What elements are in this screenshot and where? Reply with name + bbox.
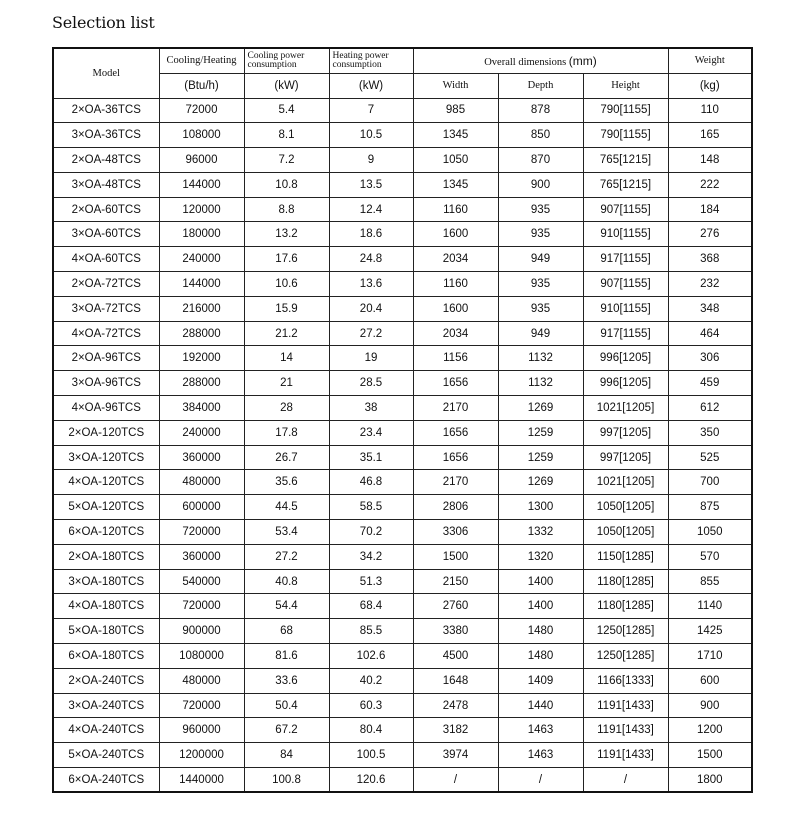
weight-cell: 232	[668, 272, 752, 297]
model-cell: 6×OA-120TCS	[53, 520, 159, 545]
heating-power-cell: 9	[329, 148, 413, 173]
table-row	[53, 718, 752, 743]
depth-cell: 1480	[498, 619, 583, 644]
weight-cell: 222	[668, 172, 752, 197]
capacity-cell: 240000	[159, 247, 244, 272]
width-cell: /	[413, 768, 498, 793]
capacity-cell: 96000	[159, 148, 244, 173]
height-cell: 996[1205]	[583, 371, 668, 396]
capacity-cell: 288000	[159, 321, 244, 346]
capacity-cell: 1200000	[159, 743, 244, 768]
model-cell: 2×OA-180TCS	[53, 544, 159, 569]
weight-cell: 700	[668, 470, 752, 495]
height-cell: 765[1215]	[583, 172, 668, 197]
capacity-cell: 600000	[159, 495, 244, 520]
header-model: Model	[53, 48, 159, 98]
header-capacity-unit: (Btu/h)	[159, 73, 244, 98]
width-cell: 1648	[413, 668, 498, 693]
capacity-cell: 108000	[159, 123, 244, 148]
model-cell: 5×OA-120TCS	[53, 495, 159, 520]
height-cell: 907[1155]	[583, 197, 668, 222]
width-cell: 1156	[413, 346, 498, 371]
header-cooling-power: Cooling power consumption	[244, 48, 329, 73]
width-cell: 2150	[413, 569, 498, 594]
height-cell: 1150[1285]	[583, 544, 668, 569]
width-cell: 2806	[413, 495, 498, 520]
model-cell: 2×OA-72TCS	[53, 272, 159, 297]
height-cell: 996[1205]	[583, 346, 668, 371]
weight-cell: 368	[668, 247, 752, 272]
cooling-power-cell: 28	[244, 396, 329, 421]
model-cell: 6×OA-180TCS	[53, 644, 159, 669]
heating-power-cell: 24.8	[329, 247, 413, 272]
capacity-cell: 480000	[159, 470, 244, 495]
heating-power-cell: 19	[329, 346, 413, 371]
height-cell: 790[1155]	[583, 123, 668, 148]
weight-cell: 570	[668, 544, 752, 569]
height-cell: 1050[1205]	[583, 495, 668, 520]
width-cell: 3380	[413, 619, 498, 644]
depth-cell: 878	[498, 98, 583, 123]
table-row	[53, 693, 752, 718]
cooling-power-cell: 53.4	[244, 520, 329, 545]
weight-cell: 306	[668, 346, 752, 371]
weight-cell: 348	[668, 296, 752, 321]
header-heating-power-unit: (kW)	[329, 73, 413, 98]
table-row	[53, 148, 752, 173]
depth-cell: 850	[498, 123, 583, 148]
height-cell: 1021[1205]	[583, 396, 668, 421]
model-cell: 3×OA-240TCS	[53, 693, 159, 718]
header-dimensions-label: Overall dimensions	[484, 56, 567, 68]
width-cell: 985	[413, 98, 498, 123]
table-row	[53, 371, 752, 396]
depth-cell: 1463	[498, 743, 583, 768]
capacity-cell: 144000	[159, 272, 244, 297]
width-cell: 4500	[413, 644, 498, 669]
width-cell: 1600	[413, 222, 498, 247]
width-cell: 1050	[413, 148, 498, 173]
table-row	[53, 98, 752, 123]
depth-cell: 1409	[498, 668, 583, 693]
depth-cell: 1132	[498, 371, 583, 396]
depth-cell: 1400	[498, 569, 583, 594]
cooling-power-cell: 13.2	[244, 222, 329, 247]
width-cell: 1656	[413, 420, 498, 445]
cooling-power-cell: 50.4	[244, 693, 329, 718]
table-row	[53, 569, 752, 594]
model-cell: 4×OA-60TCS	[53, 247, 159, 272]
table-row	[53, 768, 752, 793]
height-cell: 910[1155]	[583, 222, 668, 247]
model-cell: 2×OA-240TCS	[53, 668, 159, 693]
capacity-cell: 1080000	[159, 644, 244, 669]
weight-cell: 600	[668, 668, 752, 693]
weight-cell: 110	[668, 98, 752, 123]
capacity-cell: 180000	[159, 222, 244, 247]
cooling-power-cell: 35.6	[244, 470, 329, 495]
cooling-power-cell: 81.6	[244, 644, 329, 669]
width-cell: 2034	[413, 247, 498, 272]
capacity-cell: 240000	[159, 420, 244, 445]
height-cell: 910[1155]	[583, 296, 668, 321]
cooling-power-cell: 10.6	[244, 272, 329, 297]
weight-cell: 1500	[668, 743, 752, 768]
width-cell: 2034	[413, 321, 498, 346]
depth-cell: 1480	[498, 644, 583, 669]
height-cell: 1191[1433]	[583, 693, 668, 718]
table-row	[53, 197, 752, 222]
depth-cell: 1269	[498, 396, 583, 421]
table-row	[53, 495, 752, 520]
table-row	[53, 470, 752, 495]
table-row	[53, 346, 752, 371]
height-cell: 917[1155]	[583, 247, 668, 272]
width-cell: 3306	[413, 520, 498, 545]
width-cell: 1345	[413, 172, 498, 197]
depth-cell: 1259	[498, 445, 583, 470]
capacity-cell: 384000	[159, 396, 244, 421]
weight-cell: 459	[668, 371, 752, 396]
table-row	[53, 296, 752, 321]
height-cell: 997[1205]	[583, 445, 668, 470]
weight-cell: 855	[668, 569, 752, 594]
model-cell: 4×OA-120TCS	[53, 470, 159, 495]
heating-power-cell: 28.5	[329, 371, 413, 396]
cooling-power-cell: 7.2	[244, 148, 329, 173]
width-cell: 1500	[413, 544, 498, 569]
heating-power-cell: 80.4	[329, 718, 413, 743]
depth-cell: 935	[498, 272, 583, 297]
height-cell: 790[1155]	[583, 98, 668, 123]
width-cell: 1656	[413, 445, 498, 470]
model-cell: 2×OA-60TCS	[53, 197, 159, 222]
capacity-cell: 144000	[159, 172, 244, 197]
heating-power-cell: 100.5	[329, 743, 413, 768]
cooling-power-cell: 68	[244, 619, 329, 644]
table-row	[53, 743, 752, 768]
heating-power-cell: 51.3	[329, 569, 413, 594]
model-cell: 3×OA-36TCS	[53, 123, 159, 148]
cooling-power-cell: 67.2	[244, 718, 329, 743]
depth-cell: 900	[498, 172, 583, 197]
weight-cell: 184	[668, 197, 752, 222]
width-cell: 2760	[413, 594, 498, 619]
cooling-power-cell: 14	[244, 346, 329, 371]
cooling-power-cell: 8.1	[244, 123, 329, 148]
cooling-power-cell: 27.2	[244, 544, 329, 569]
model-cell: 3×OA-96TCS	[53, 371, 159, 396]
weight-cell: 525	[668, 445, 752, 470]
height-cell: /	[583, 768, 668, 793]
weight-cell: 612	[668, 396, 752, 421]
depth-cell: 935	[498, 222, 583, 247]
heating-power-cell: 7	[329, 98, 413, 123]
table-row	[53, 123, 752, 148]
capacity-cell: 72000	[159, 98, 244, 123]
weight-cell: 1425	[668, 619, 752, 644]
weight-cell: 1200	[668, 718, 752, 743]
capacity-cell: 288000	[159, 371, 244, 396]
header-heating-power: Heating power consumption	[329, 48, 413, 73]
weight-cell: 1050	[668, 520, 752, 545]
height-cell: 1021[1205]	[583, 470, 668, 495]
width-cell: 1656	[413, 371, 498, 396]
height-cell: 1191[1433]	[583, 743, 668, 768]
width-cell: 2478	[413, 693, 498, 718]
model-cell: 2×OA-36TCS	[53, 98, 159, 123]
cooling-power-cell: 21.2	[244, 321, 329, 346]
depth-cell: 949	[498, 321, 583, 346]
model-cell: 2×OA-96TCS	[53, 346, 159, 371]
heating-power-cell: 12.4	[329, 197, 413, 222]
weight-cell: 276	[668, 222, 752, 247]
heating-power-cell: 34.2	[329, 544, 413, 569]
heating-power-cell: 20.4	[329, 296, 413, 321]
heating-power-cell: 46.8	[329, 470, 413, 495]
height-cell: 1180[1285]	[583, 569, 668, 594]
model-cell: 3×OA-72TCS	[53, 296, 159, 321]
heating-power-cell: 18.6	[329, 222, 413, 247]
cooling-power-cell: 54.4	[244, 594, 329, 619]
cooling-power-cell: 17.6	[244, 247, 329, 272]
model-cell: 2×OA-48TCS	[53, 148, 159, 173]
table-body	[53, 98, 752, 792]
model-cell: 4×OA-240TCS	[53, 718, 159, 743]
depth-cell: 935	[498, 296, 583, 321]
width-cell: 1345	[413, 123, 498, 148]
height-cell: 1166[1333]	[583, 668, 668, 693]
heating-power-cell: 85.5	[329, 619, 413, 644]
cooling-power-cell: 17.8	[244, 420, 329, 445]
width-cell: 3974	[413, 743, 498, 768]
depth-cell: 1400	[498, 594, 583, 619]
capacity-cell: 360000	[159, 445, 244, 470]
header-dimensions	[413, 48, 668, 73]
capacity-cell: 900000	[159, 619, 244, 644]
capacity-cell: 120000	[159, 197, 244, 222]
header-weight-unit: (kg)	[668, 73, 752, 98]
cooling-power-cell: 100.8	[244, 768, 329, 793]
depth-cell: 1440	[498, 693, 583, 718]
weight-cell: 350	[668, 420, 752, 445]
table-row	[53, 247, 752, 272]
heating-power-cell: 10.5	[329, 123, 413, 148]
width-cell: 1160	[413, 272, 498, 297]
height-cell: 907[1155]	[583, 272, 668, 297]
height-cell: 1250[1285]	[583, 619, 668, 644]
table-row	[53, 172, 752, 197]
width-cell: 3182	[413, 718, 498, 743]
header-height: Height	[583, 73, 668, 98]
width-cell: 2170	[413, 470, 498, 495]
height-cell: 917[1155]	[583, 321, 668, 346]
capacity-cell: 720000	[159, 693, 244, 718]
heating-power-cell: 120.6	[329, 768, 413, 793]
capacity-cell: 720000	[159, 594, 244, 619]
height-cell: 1191[1433]	[583, 718, 668, 743]
model-cell: 2×OA-120TCS	[53, 420, 159, 445]
heating-power-cell: 27.2	[329, 321, 413, 346]
header-weight: Weight	[668, 48, 752, 73]
model-cell: 3×OA-60TCS	[53, 222, 159, 247]
height-cell: 1050[1205]	[583, 520, 668, 545]
heating-power-cell: 58.5	[329, 495, 413, 520]
heating-power-cell: 13.5	[329, 172, 413, 197]
depth-cell: /	[498, 768, 583, 793]
heating-power-cell: 60.3	[329, 693, 413, 718]
heating-power-cell: 38	[329, 396, 413, 421]
cooling-power-cell: 5.4	[244, 98, 329, 123]
model-cell: 4×OA-72TCS	[53, 321, 159, 346]
heating-power-cell: 35.1	[329, 445, 413, 470]
table-row	[53, 420, 752, 445]
cooling-power-cell: 44.5	[244, 495, 329, 520]
depth-cell: 1269	[498, 470, 583, 495]
weight-cell: 1800	[668, 768, 752, 793]
heating-power-cell: 70.2	[329, 520, 413, 545]
height-cell: 997[1205]	[583, 420, 668, 445]
table-row	[53, 396, 752, 421]
weight-cell: 1140	[668, 594, 752, 619]
table-row	[53, 619, 752, 644]
header-width: Width	[413, 73, 498, 98]
table-row	[53, 594, 752, 619]
capacity-cell: 720000	[159, 520, 244, 545]
weight-cell: 1710	[668, 644, 752, 669]
capacity-cell: 960000	[159, 718, 244, 743]
depth-cell: 1463	[498, 718, 583, 743]
header-depth: Depth	[498, 73, 583, 98]
height-cell: 765[1215]	[583, 148, 668, 173]
cooling-power-cell: 10.8	[244, 172, 329, 197]
model-cell: 5×OA-180TCS	[53, 619, 159, 644]
cooling-power-cell: 15.9	[244, 296, 329, 321]
table-row	[53, 272, 752, 297]
model-cell: 3×OA-180TCS	[53, 569, 159, 594]
capacity-cell: 192000	[159, 346, 244, 371]
capacity-cell: 216000	[159, 296, 244, 321]
capacity-cell: 360000	[159, 544, 244, 569]
cooling-power-cell: 21	[244, 371, 329, 396]
weight-cell: 464	[668, 321, 752, 346]
model-cell: 5×OA-240TCS	[53, 743, 159, 768]
table-row	[53, 321, 752, 346]
heating-power-cell: 40.2	[329, 668, 413, 693]
capacity-cell: 540000	[159, 569, 244, 594]
depth-cell: 870	[498, 148, 583, 173]
heating-power-cell: 13.6	[329, 272, 413, 297]
table-row	[53, 668, 752, 693]
depth-cell: 1320	[498, 544, 583, 569]
model-cell: 3×OA-120TCS	[53, 445, 159, 470]
table-row	[53, 222, 752, 247]
page-title: Selection list	[52, 13, 155, 32]
model-cell: 6×OA-240TCS	[53, 768, 159, 793]
weight-cell: 900	[668, 693, 752, 718]
depth-cell: 1332	[498, 520, 583, 545]
weight-cell: 165	[668, 123, 752, 148]
model-cell: 4×OA-96TCS	[53, 396, 159, 421]
cooling-power-cell: 40.8	[244, 569, 329, 594]
cooling-power-cell: 84	[244, 743, 329, 768]
heating-power-cell: 68.4	[329, 594, 413, 619]
table-row	[53, 544, 752, 569]
model-cell: 3×OA-48TCS	[53, 172, 159, 197]
model-cell: 4×OA-180TCS	[53, 594, 159, 619]
weight-cell: 148	[668, 148, 752, 173]
width-cell: 1160	[413, 197, 498, 222]
depth-cell: 1259	[498, 420, 583, 445]
capacity-cell: 480000	[159, 668, 244, 693]
cooling-power-cell: 33.6	[244, 668, 329, 693]
capacity-cell: 1440000	[159, 768, 244, 793]
width-cell: 2170	[413, 396, 498, 421]
depth-cell: 1300	[498, 495, 583, 520]
depth-cell: 1132	[498, 346, 583, 371]
height-cell: 1180[1285]	[583, 594, 668, 619]
cooling-power-cell: 26.7	[244, 445, 329, 470]
selection-table	[52, 47, 753, 793]
heating-power-cell: 102.6	[329, 644, 413, 669]
cooling-power-cell: 8.8	[244, 197, 329, 222]
table-row	[53, 445, 752, 470]
height-cell: 1250[1285]	[583, 644, 668, 669]
heating-power-cell: 23.4	[329, 420, 413, 445]
header-capacity: Cooling/Heating	[159, 48, 244, 73]
width-cell: 1600	[413, 296, 498, 321]
weight-cell: 875	[668, 495, 752, 520]
table-row	[53, 520, 752, 545]
depth-cell: 949	[498, 247, 583, 272]
header-cooling-power-unit: (kW)	[244, 73, 329, 98]
header-dimensions-unit: (mm)	[568, 53, 597, 68]
depth-cell: 935	[498, 197, 583, 222]
table-row	[53, 644, 752, 669]
